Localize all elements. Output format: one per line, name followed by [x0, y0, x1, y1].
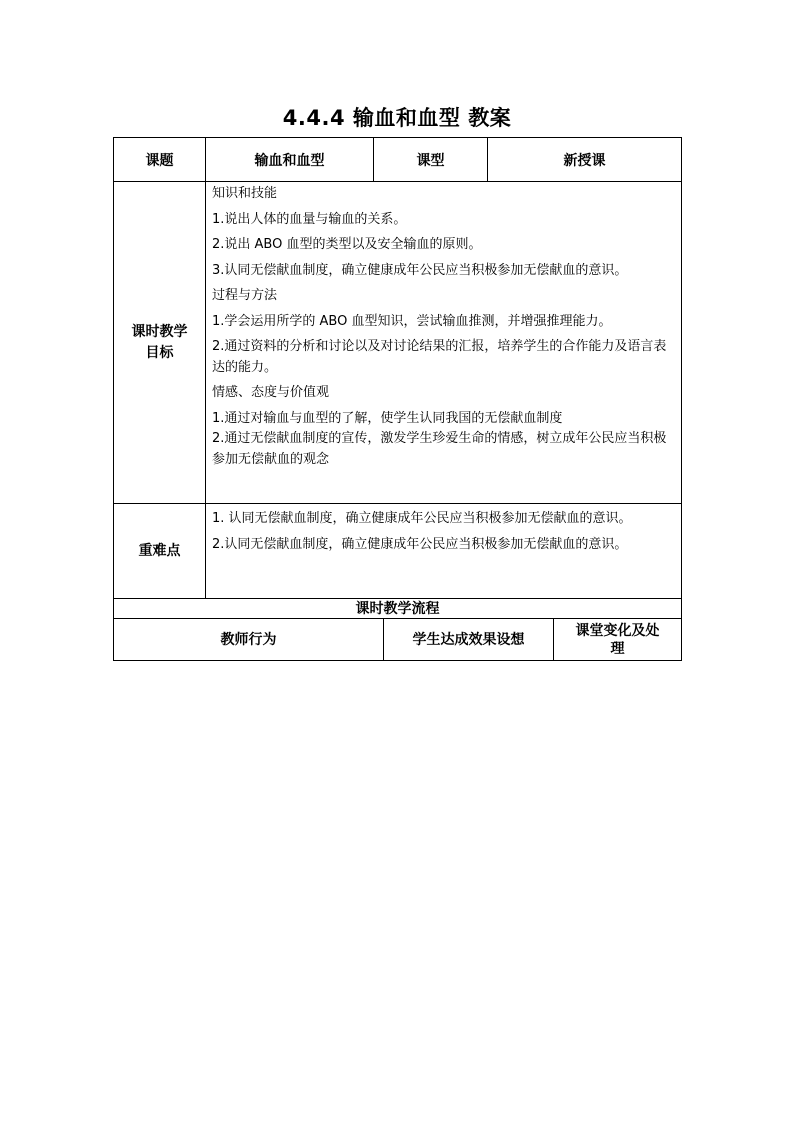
objectives-line: 知识和技能	[212, 186, 278, 201]
classroom-change-header	[554, 619, 682, 661]
objectives-label-line2: 目标	[145, 344, 174, 361]
key-points-content	[206, 504, 682, 599]
key-point-line: 2.认同无偿献血制度，确立健康成年公民应当积极参加无偿献血的意识。	[212, 536, 628, 552]
classroom-change-line2: 理	[610, 640, 625, 657]
key-points-row	[114, 504, 682, 599]
flow-title: 课时教学流程	[114, 599, 682, 619]
lesson-plan-table	[113, 137, 682, 661]
document-title: 4.4.4 输血和血型 教案	[282, 106, 512, 130]
objectives-label	[114, 182, 206, 504]
type-value: 新授课	[488, 138, 682, 182]
objectives-line: 1.说出人体的血量与输血的关系。	[212, 211, 407, 227]
flow-header-row	[114, 619, 682, 661]
objectives-line: 情感、态度与价值观	[212, 385, 330, 400]
teacher-behavior-header: 教师行为	[114, 619, 384, 661]
header-row	[114, 138, 682, 182]
objectives-line: 2.通过资料的分析和讨论以及对讨论结果的汇报，培养学生的合作能力及语言表达的能力。	[212, 339, 667, 375]
objectives-line: 2.说出 ABO 血型的类型以及安全输血的原则。	[212, 237, 482, 252]
type-label: 课型	[374, 138, 488, 182]
topic-label: 课题	[114, 138, 206, 182]
objectives-label-line1: 课时教学	[131, 323, 188, 340]
objectives-line: 3.认同无偿献血制度，确立健康成年公民应当积极参加无偿献血的意识。	[212, 262, 628, 278]
classroom-change-line1: 课堂变化及处	[575, 622, 660, 639]
key-points-label: 重难点	[114, 504, 206, 599]
objectives-line: 1.通过对输血与血型的了解，使学生认同我国的无偿献血制度	[212, 410, 563, 426]
key-point-line: 1. 认同无偿献血制度，确立健康成年公民应当积极参加无偿献血的意识。	[212, 511, 632, 526]
objectives-line: 1.学会运用所学的 ABO 血型知识，尝试输血推测，并增强推理能力。	[212, 313, 612, 329]
student-outcome-header: 学生达成效果设想	[384, 619, 554, 661]
objectives-line: 2.通过无偿献血制度的宣传，激发学生珍爱生命的情感，树立成年公民应当积极参加无偿献血的观念	[212, 431, 667, 467]
objectives-line: 过程与方法	[212, 288, 278, 303]
flow-title-row	[114, 599, 682, 619]
objectives-content	[206, 182, 682, 504]
objectives-row	[114, 182, 682, 504]
topic-value: 输血和血型	[206, 138, 374, 182]
